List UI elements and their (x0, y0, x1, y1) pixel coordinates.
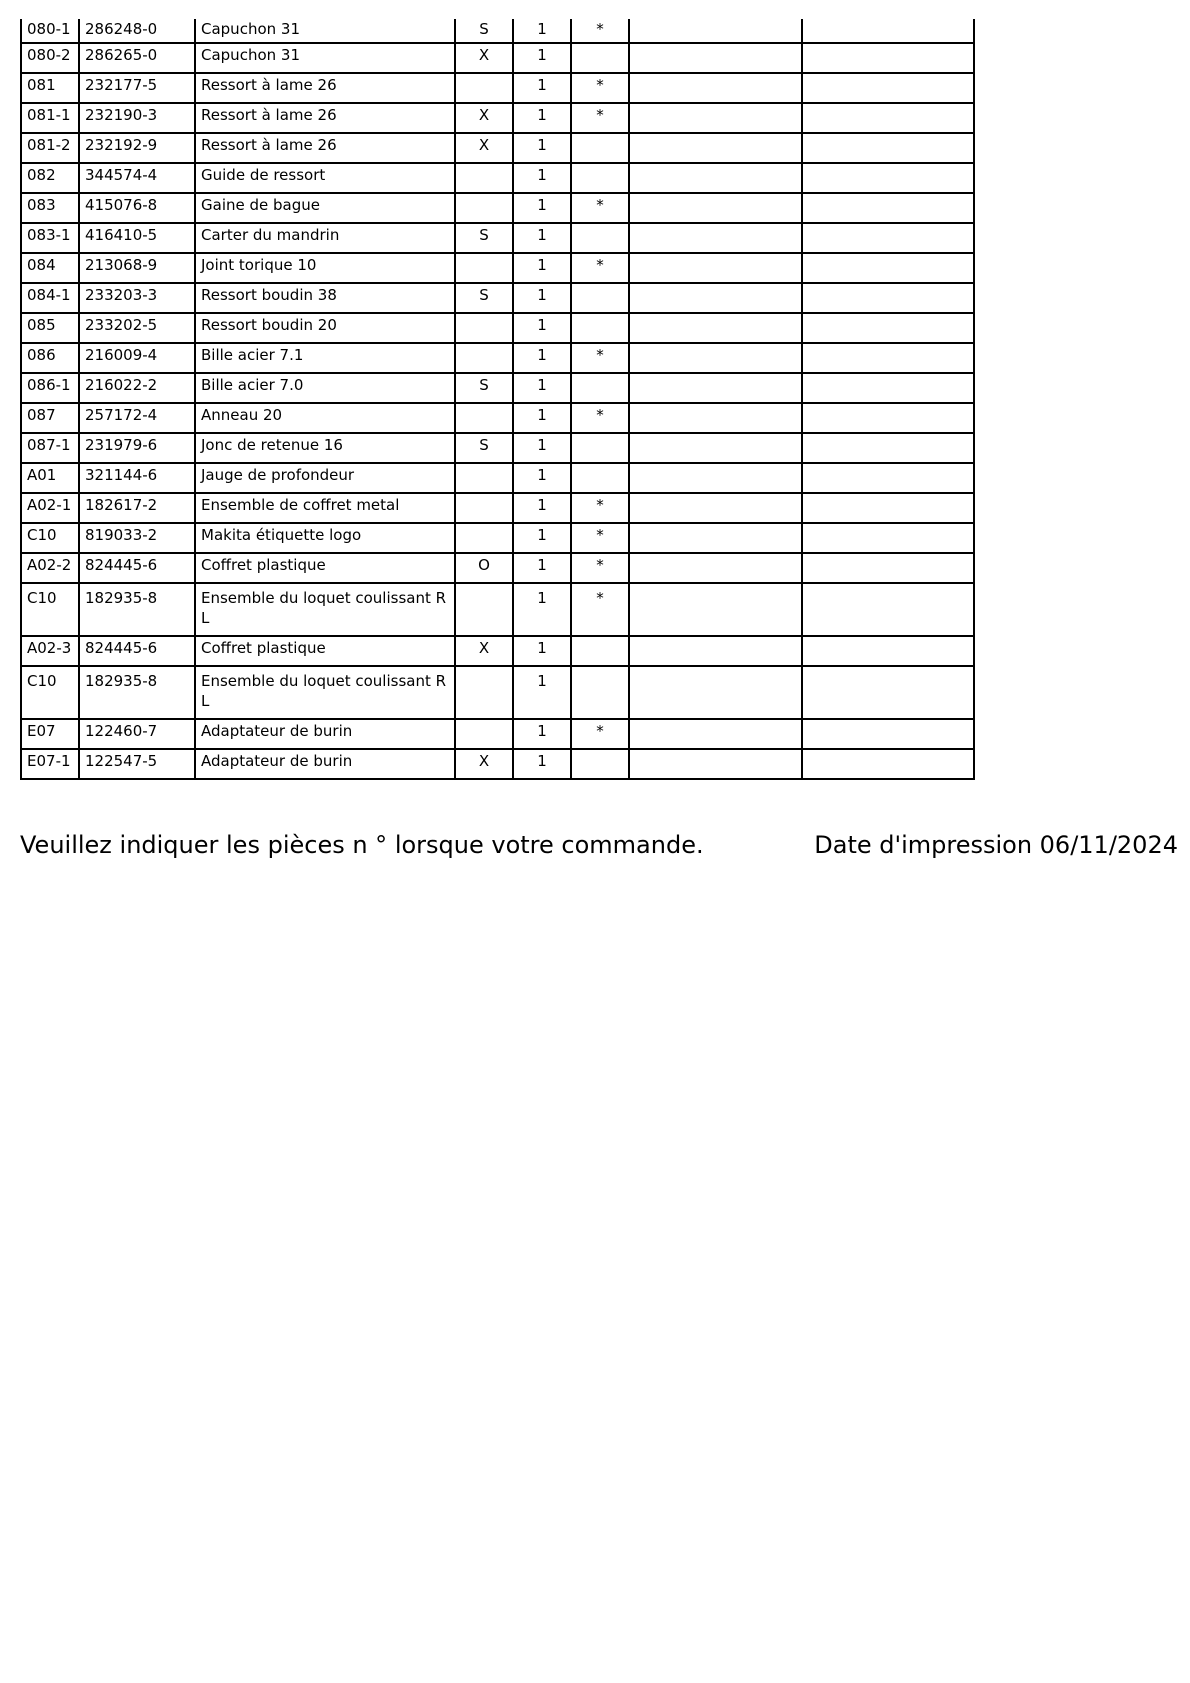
mark-cell (571, 133, 629, 163)
quantity-cell: 1 (513, 636, 571, 666)
description-cell: Coffret plastique (195, 636, 455, 666)
table-row (21, 666, 974, 719)
blank-cell-1 (629, 403, 802, 433)
reference-cell: 232190-3 (79, 103, 195, 133)
mark-cell (571, 749, 629, 779)
mark-cell: * (571, 103, 629, 133)
description-cell: Gaine de bague (195, 193, 455, 223)
blank-cell-1 (629, 373, 802, 403)
mark-cell: * (571, 583, 629, 636)
mark-cell (571, 636, 629, 666)
description-cell: Jauge de profondeur (195, 463, 455, 493)
blank-cell-2 (802, 666, 974, 719)
blank-cell-1 (629, 223, 802, 253)
part-number-cell: A02-1 (21, 493, 79, 523)
mark-cell: * (571, 253, 629, 283)
table-row (21, 133, 974, 163)
mark-cell: * (571, 719, 629, 749)
mark-cell: * (571, 73, 629, 103)
mark-cell (571, 43, 629, 73)
reference-cell: 122460-7 (79, 719, 195, 749)
reference-cell: 232177-5 (79, 73, 195, 103)
parts-table (20, 19, 975, 780)
code-cell (455, 163, 513, 193)
part-number-cell: 082 (21, 163, 79, 193)
table-row (21, 433, 974, 463)
part-number-cell: 083-1 (21, 223, 79, 253)
description-cell: Ressort boudin 38 (195, 283, 455, 313)
description-cell: Ensemble de coffret metal (195, 493, 455, 523)
table-row (21, 253, 974, 283)
table-row (21, 103, 974, 133)
quantity-cell: 1 (513, 283, 571, 313)
blank-cell-1 (629, 163, 802, 193)
quantity-cell: 1 (513, 553, 571, 583)
table-row (21, 43, 974, 73)
description-cell: Adaptateur de burin (195, 719, 455, 749)
blank-cell-2 (802, 43, 974, 73)
table-row (21, 313, 974, 343)
part-number-cell: 084 (21, 253, 79, 283)
blank-cell-1 (629, 719, 802, 749)
quantity-cell: 1 (513, 73, 571, 103)
reference-cell: 415076-8 (79, 193, 195, 223)
code-cell: X (455, 749, 513, 779)
quantity-cell: 1 (513, 163, 571, 193)
blank-cell-2 (802, 193, 974, 223)
mark-cell: * (571, 19, 629, 43)
description-cell: Makita étiquette logo (195, 523, 455, 553)
quantity-cell: 1 (513, 583, 571, 636)
blank-cell-1 (629, 666, 802, 719)
table-row (21, 463, 974, 493)
code-cell: S (455, 19, 513, 43)
blank-cell-2 (802, 73, 974, 103)
blank-cell-1 (629, 133, 802, 163)
mark-cell (571, 223, 629, 253)
table-row (21, 583, 974, 636)
mark-cell (571, 163, 629, 193)
order-instruction-note: Veuillez indiquer les pièces n ° lorsque votre commande. (20, 831, 704, 859)
code-cell: X (455, 43, 513, 73)
reference-cell: 233203-3 (79, 283, 195, 313)
table-row (21, 749, 974, 779)
reference-cell: 819033-2 (79, 523, 195, 553)
mark-cell (571, 433, 629, 463)
code-cell (455, 583, 513, 636)
reference-cell: 216022-2 (79, 373, 195, 403)
blank-cell-2 (802, 343, 974, 373)
mark-cell: * (571, 193, 629, 223)
code-cell (455, 313, 513, 343)
table-row (21, 403, 974, 433)
blank-cell-1 (629, 283, 802, 313)
quantity-cell: 1 (513, 103, 571, 133)
code-cell (455, 73, 513, 103)
blank-cell-1 (629, 19, 802, 43)
quantity-cell: 1 (513, 193, 571, 223)
blank-cell-1 (629, 636, 802, 666)
description-cell: Ensemble du loquet coulissant R L (195, 583, 455, 636)
reference-cell: 416410-5 (79, 223, 195, 253)
part-number-cell: E07 (21, 719, 79, 749)
description-cell: Anneau 20 (195, 403, 455, 433)
part-number-cell: A02-2 (21, 553, 79, 583)
description-cell: Joint torique 10 (195, 253, 455, 283)
mark-cell (571, 463, 629, 493)
code-cell: X (455, 133, 513, 163)
blank-cell-2 (802, 223, 974, 253)
blank-cell-1 (629, 253, 802, 283)
blank-cell-2 (802, 133, 974, 163)
blank-cell-2 (802, 19, 974, 43)
table-row (21, 636, 974, 666)
quantity-cell: 1 (513, 19, 571, 43)
table-row (21, 193, 974, 223)
part-number-cell: 084-1 (21, 283, 79, 313)
mark-cell: * (571, 343, 629, 373)
code-cell: S (455, 283, 513, 313)
quantity-cell: 1 (513, 373, 571, 403)
table-row (21, 223, 974, 253)
mark-cell (571, 283, 629, 313)
code-cell (455, 719, 513, 749)
reference-cell: 182617-2 (79, 493, 195, 523)
blank-cell-1 (629, 43, 802, 73)
blank-cell-2 (802, 253, 974, 283)
reference-cell: 824445-6 (79, 636, 195, 666)
quantity-cell: 1 (513, 666, 571, 719)
quantity-cell: 1 (513, 343, 571, 373)
description-cell: Capuchon 31 (195, 19, 455, 43)
part-number-cell: A01 (21, 463, 79, 493)
reference-cell: 182935-8 (79, 583, 195, 636)
reference-cell: 231979-6 (79, 433, 195, 463)
quantity-cell: 1 (513, 719, 571, 749)
blank-cell-2 (802, 103, 974, 133)
blank-cell-2 (802, 283, 974, 313)
description-cell: Ensemble du loquet coulissant R L (195, 666, 455, 719)
blank-cell-1 (629, 583, 802, 636)
blank-cell-2 (802, 493, 974, 523)
code-cell: X (455, 103, 513, 133)
table-row (21, 523, 974, 553)
part-number-cell: 087-1 (21, 433, 79, 463)
quantity-cell: 1 (513, 749, 571, 779)
code-cell (455, 253, 513, 283)
description-cell: Ressort à lame 26 (195, 73, 455, 103)
code-cell (455, 343, 513, 373)
reference-cell: 344574-4 (79, 163, 195, 193)
description-cell: Capuchon 31 (195, 43, 455, 73)
blank-cell-2 (802, 163, 974, 193)
quantity-cell: 1 (513, 463, 571, 493)
mark-cell (571, 313, 629, 343)
table-row (21, 373, 974, 403)
quantity-cell: 1 (513, 223, 571, 253)
part-number-cell: C10 (21, 666, 79, 719)
blank-cell-1 (629, 433, 802, 463)
part-number-cell: C10 (21, 523, 79, 553)
reference-cell: 216009-4 (79, 343, 195, 373)
mark-cell: * (571, 523, 629, 553)
reference-cell: 182935-8 (79, 666, 195, 719)
reference-cell: 232192-9 (79, 133, 195, 163)
reference-cell: 286248-0 (79, 19, 195, 43)
code-cell (455, 463, 513, 493)
blank-cell-2 (802, 749, 974, 779)
table-row (21, 283, 974, 313)
blank-cell-1 (629, 553, 802, 583)
code-cell (455, 193, 513, 223)
reference-cell: 321144-6 (79, 463, 195, 493)
description-cell: Ressort boudin 20 (195, 313, 455, 343)
mark-cell: * (571, 553, 629, 583)
part-number-cell: E07-1 (21, 749, 79, 779)
blank-cell-2 (802, 719, 974, 749)
blank-cell-1 (629, 343, 802, 373)
part-number-cell: 086-1 (21, 373, 79, 403)
description-cell: Bille acier 7.1 (195, 343, 455, 373)
part-number-cell: 080-2 (21, 43, 79, 73)
mark-cell: * (571, 403, 629, 433)
part-number-cell: 080-1 (21, 19, 79, 43)
reference-cell: 824445-6 (79, 553, 195, 583)
blank-cell-1 (629, 313, 802, 343)
reference-cell: 286265-0 (79, 43, 195, 73)
quantity-cell: 1 (513, 133, 571, 163)
part-number-cell: 081-1 (21, 103, 79, 133)
description-cell: Coffret plastique (195, 553, 455, 583)
part-number-cell: C10 (21, 583, 79, 636)
quantity-cell: 1 (513, 403, 571, 433)
code-cell: X (455, 636, 513, 666)
quantity-cell: 1 (513, 523, 571, 553)
reference-cell: 213068-9 (79, 253, 195, 283)
part-number-cell: 086 (21, 343, 79, 373)
blank-cell-2 (802, 373, 974, 403)
code-cell (455, 666, 513, 719)
description-cell: Guide de ressort (195, 163, 455, 193)
quantity-cell: 1 (513, 433, 571, 463)
code-cell: S (455, 223, 513, 253)
blank-cell-2 (802, 313, 974, 343)
description-cell: Bille acier 7.0 (195, 373, 455, 403)
quantity-cell: 1 (513, 253, 571, 283)
table-row (21, 19, 974, 43)
part-number-cell: 081-2 (21, 133, 79, 163)
blank-cell-1 (629, 749, 802, 779)
code-cell (455, 403, 513, 433)
code-cell: S (455, 433, 513, 463)
part-number-cell: 083 (21, 193, 79, 223)
description-cell: Ressort à lame 26 (195, 133, 455, 163)
mark-cell (571, 373, 629, 403)
blank-cell-1 (629, 193, 802, 223)
blank-cell-2 (802, 636, 974, 666)
description-cell: Jonc de retenue 16 (195, 433, 455, 463)
blank-cell-1 (629, 73, 802, 103)
reference-cell: 122547-5 (79, 749, 195, 779)
blank-cell-2 (802, 433, 974, 463)
blank-cell-1 (629, 523, 802, 553)
part-number-cell: 081 (21, 73, 79, 103)
code-cell: S (455, 373, 513, 403)
blank-cell-2 (802, 403, 974, 433)
mark-cell (571, 666, 629, 719)
code-cell (455, 493, 513, 523)
print-date: Date d'impression 06/11/2024 (814, 831, 1178, 859)
part-number-cell: A02-3 (21, 636, 79, 666)
blank-cell-1 (629, 103, 802, 133)
mark-cell: * (571, 493, 629, 523)
blank-cell-2 (802, 463, 974, 493)
parts-table-body (21, 19, 974, 779)
description-cell: Adaptateur de burin (195, 749, 455, 779)
description-cell: Carter du mandrin (195, 223, 455, 253)
table-row (21, 719, 974, 749)
code-cell: O (455, 553, 513, 583)
table-row (21, 343, 974, 373)
code-cell (455, 523, 513, 553)
quantity-cell: 1 (513, 43, 571, 73)
part-number-cell: 087 (21, 403, 79, 433)
quantity-cell: 1 (513, 313, 571, 343)
table-row (21, 163, 974, 193)
table-row (21, 493, 974, 523)
part-number-cell: 085 (21, 313, 79, 343)
blank-cell-2 (802, 523, 974, 553)
blank-cell-1 (629, 493, 802, 523)
blank-cell-1 (629, 463, 802, 493)
blank-cell-2 (802, 583, 974, 636)
reference-cell: 257172-4 (79, 403, 195, 433)
description-cell: Ressort à lame 26 (195, 103, 455, 133)
reference-cell: 233202-5 (79, 313, 195, 343)
quantity-cell: 1 (513, 493, 571, 523)
table-row (21, 73, 974, 103)
table-row (21, 553, 974, 583)
blank-cell-2 (802, 553, 974, 583)
